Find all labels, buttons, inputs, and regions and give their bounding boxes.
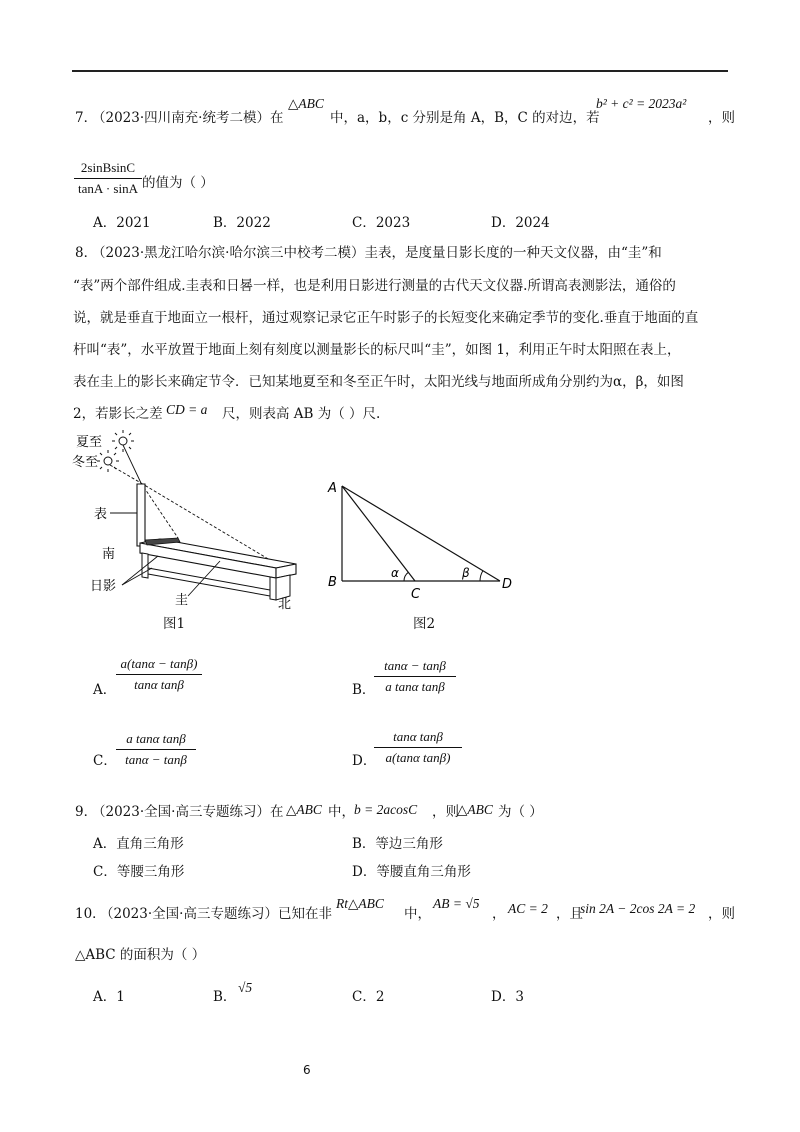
q10-line-2: △ABC 的面积为（ ） — [75, 947, 206, 963]
q9-triangle: △ABC — [286, 802, 322, 817]
fig2-beta: β — [462, 566, 470, 580]
q7-tail: 的值为（ ） — [142, 175, 214, 191]
q10-option-b[interactable]: B． — [213, 989, 237, 1005]
q10-mid-2: ，且 — [556, 906, 583, 922]
q10-condition: sin 2A − 2cos 2A = 2 — [580, 901, 696, 916]
q10-ac: AC = 2 — [508, 901, 548, 916]
q7-option-d[interactable]: D．2024 — [491, 215, 550, 231]
q8-option-d[interactable]: D． — [352, 753, 377, 769]
q7-condition: b² + c² = 2023a² — [596, 96, 687, 111]
fig2-point-b: B — [328, 575, 337, 590]
q9-source: （2023·全国·高三专题练习）在 — [92, 804, 284, 820]
q8-option-b-fraction: tanα − tanβ a tanα tanβ — [374, 658, 456, 695]
q9-triangle-2: △ABC — [457, 802, 493, 817]
q9-option-c[interactable]: C．等腰三角形 — [93, 864, 185, 880]
q10-option-c[interactable]: C．2 — [352, 989, 385, 1005]
q8-option-b[interactable]: B． — [352, 682, 376, 698]
q7-text: 中，a，b，c 分别是角 A，B，C 的对边，若 — [330, 110, 600, 126]
fig1-south-label: 南 — [102, 547, 116, 562]
q8-line-4: 杆叫“表”，水平放置于地面上刻有刻度以测量影长的标尺叫“圭”，如图 1，利用正午时太阳照在表上， — [73, 342, 681, 358]
q8-option-a-fraction: a(tanα − tanβ) tanα tanβ — [116, 656, 202, 693]
q10-option-b-value: √5 — [238, 980, 253, 995]
fig2-point-c: C — [411, 587, 421, 602]
q9-option-d[interactable]: D．等腰直角三角形 — [352, 864, 471, 880]
q10-option-d[interactable]: D．3 — [491, 989, 524, 1005]
fig1-gui-label: 圭 — [175, 593, 189, 608]
fig2-point-a: A — [328, 481, 337, 496]
summer-sun-icon — [112, 430, 134, 452]
q7-frac-num: 2sinBsinC — [80, 160, 136, 175]
q10-number: 10． — [75, 906, 106, 922]
q8-line-6c: 尺，则表高 AB 为（ ）尺. — [222, 406, 381, 422]
q9-option-a[interactable]: A．直角三角形 — [93, 836, 184, 852]
q8-option-a[interactable]: A． — [93, 682, 117, 698]
q8-option-d-fraction: tanα tanβ a(tanα tanβ) — [374, 729, 462, 766]
q7-triangle: △ABC — [288, 96, 324, 111]
q8-line-2: “表”两个部件组成.圭表和日晷一样，也是利用日影进行测量的古代天文仪器.所谓高表测影法，通俗的 — [73, 278, 676, 294]
figure-2-triangle — [320, 476, 520, 606]
q10-triangle: Rt△ABC — [336, 896, 384, 911]
q8-cd-eq: CD = a — [166, 402, 208, 417]
q9-number: 9． — [75, 804, 98, 820]
q7-option-b[interactable]: B．2022 — [213, 215, 271, 231]
fig1-biao-label: 表 — [94, 507, 108, 522]
figure-1-gnomon — [70, 428, 310, 618]
figure-1-caption: 图1 — [163, 616, 186, 632]
q9-mid: 中， — [328, 804, 355, 820]
q9-option-b[interactable]: B．等边三角形 — [352, 836, 443, 852]
q10-sep: ， — [492, 906, 506, 922]
fig1-shadow-label: 日影 — [90, 579, 117, 594]
fig1-north-label: 北 — [278, 597, 292, 612]
q7-option-c[interactable]: C．2023 — [352, 215, 411, 231]
q8-line-6a: 2，若影长之差 — [73, 406, 163, 422]
q9-tail-2: 为（ ） — [498, 804, 543, 820]
q10-mid: 中， — [404, 906, 431, 922]
page-number: 6 — [303, 1063, 311, 1077]
q9-condition: b = 2acosC — [354, 802, 418, 817]
q8-line-5: 表在圭上的影长来确定节令．已知某地夏至和冬至正午时，太阳光线与地面所成角分别约为α，β，如图 — [73, 374, 684, 390]
fig2-alpha: α — [391, 566, 399, 580]
fig1-winter-label: 冬至 — [72, 455, 99, 470]
q10-option-a[interactable]: A．1 — [93, 989, 125, 1005]
q7-source: （2023·四川南充·统考二模）在 — [92, 110, 284, 126]
q7-text-end: ，则 — [708, 110, 735, 126]
q7-option-a[interactable]: A．2021 — [93, 215, 151, 231]
q7-fraction — [74, 160, 142, 197]
q8-line-1: （2023·黑龙江哈尔滨·哈尔滨三中校考二模）圭表，是度量日影长度的一种天文仪器，由“圭”和 — [92, 245, 662, 261]
fig2-point-d: D — [502, 577, 513, 592]
q8-line-3: 说，就是垂直于地面立一根杆，通过观察记录它正午时影子的长短变化来确定季节的变化.垂直于地面的直 — [73, 310, 699, 326]
q8-option-c[interactable]: C． — [93, 753, 117, 769]
q7-frac-den: tanA · sinA — [78, 181, 138, 196]
q10-tail: ，则 — [708, 906, 735, 922]
q10-source: （2023·全国·高三专题练习）已知在非 — [100, 906, 332, 922]
q9-tail-1: ，则 — [432, 804, 459, 820]
figure-2-caption: 图2 — [413, 616, 436, 632]
q7-number: 7． — [75, 110, 98, 126]
fig1-summer-label: 夏至 — [76, 435, 103, 450]
q8-option-c-fraction: a tanα tanβ tanα − tanβ — [116, 731, 196, 768]
q8-number: 8． — [75, 245, 98, 261]
q10-ab: AB = √5 — [433, 896, 480, 911]
header-rule — [72, 70, 728, 72]
